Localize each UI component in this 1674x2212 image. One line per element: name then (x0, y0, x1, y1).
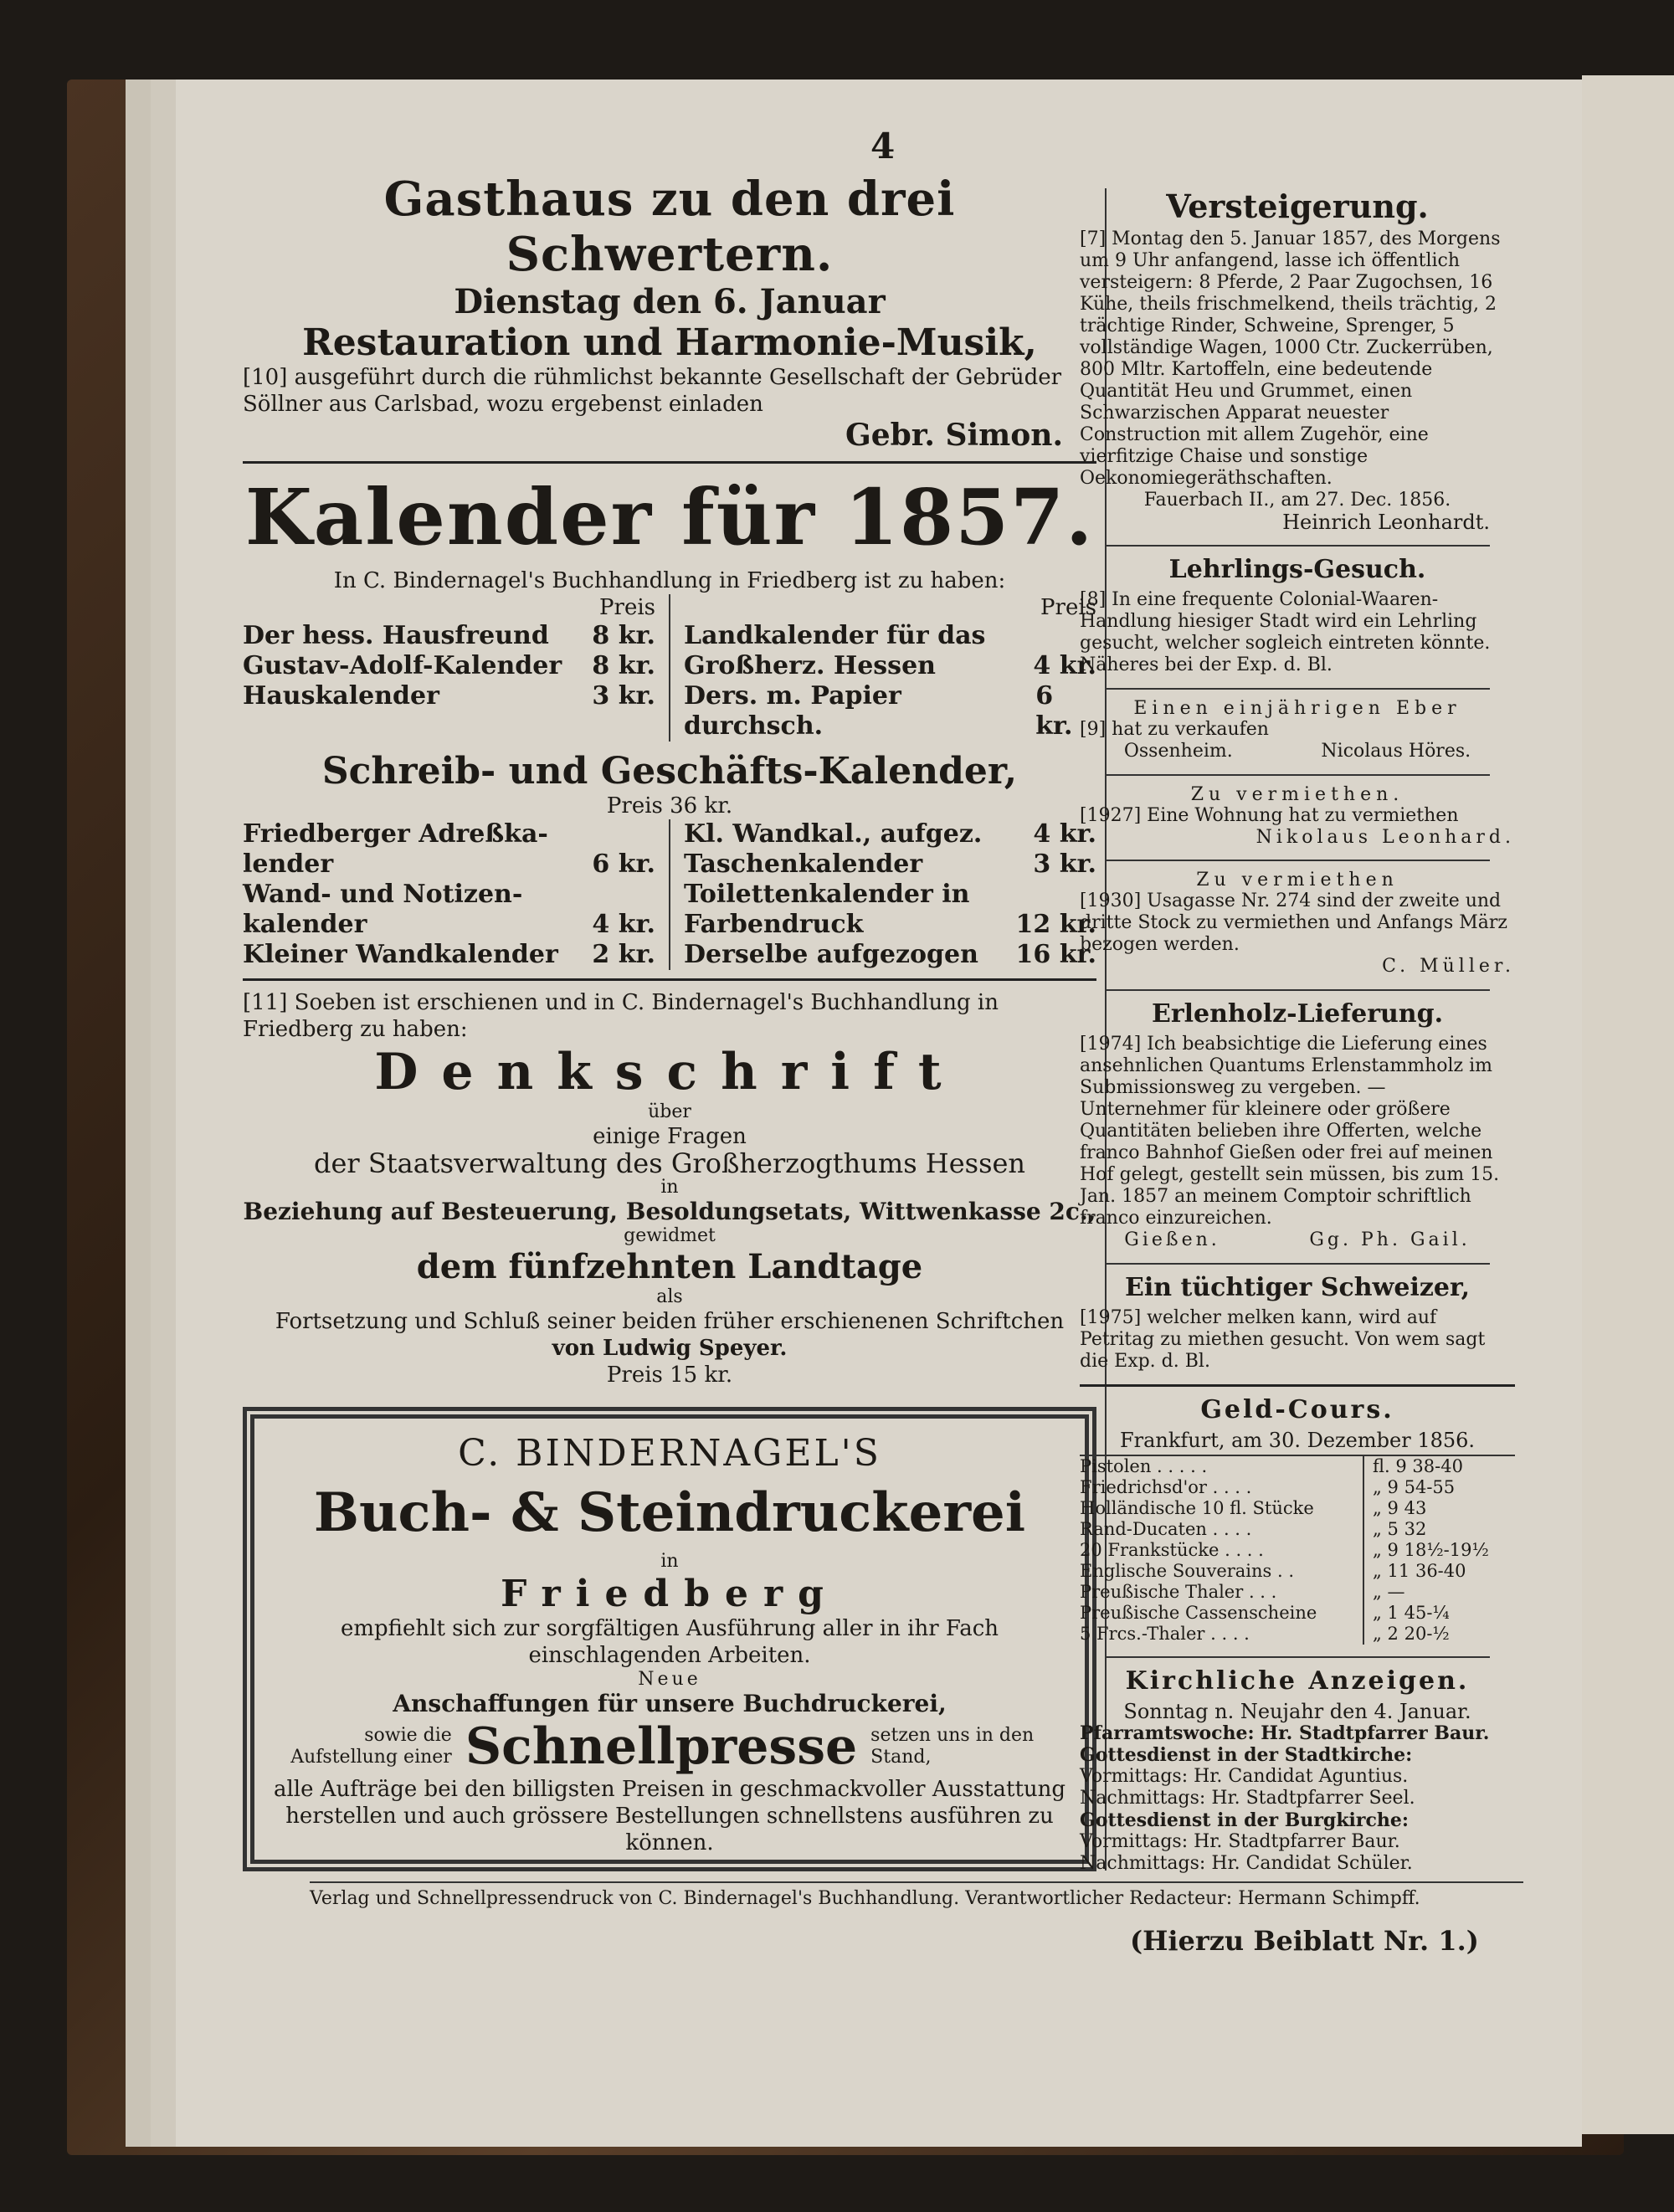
item-name: Hauskalender (243, 681, 439, 711)
currency-value: „ 1 45-¼ (1373, 1603, 1450, 1623)
item-price: 3 kr. (1033, 849, 1096, 879)
item-name: Gustav-Adolf-Kalender (243, 651, 562, 680)
gasthaus-text: [10] ausgeführt durch die rühmlichst bekannte Gesellschaft der Gebrüder Söllner aus Carlsbad, wozu ergebenst einladen (243, 365, 1062, 417)
eber-place: Ossenheim. (1123, 741, 1233, 762)
right-column (1080, 184, 1515, 1886)
divider (243, 461, 1096, 464)
currency-value: „ 9 54-55 (1373, 1477, 1456, 1497)
versteigerung-sig: Heinrich Leonhardt. (1282, 511, 1490, 534)
vermieten2-title: Zu vermiethen (1196, 870, 1399, 890)
denkschrift-line: in (660, 1177, 679, 1198)
left-column (243, 172, 1096, 1871)
currency-name: Preußische Thaler . . . (1080, 1582, 1277, 1602)
item-name: Farbendruck (684, 910, 864, 939)
denkschrift-intro: [11] Soeben ist erschienen und in C. Bindernagel's Buchhandlung in Friedberg zu haben: (243, 990, 999, 1042)
erlenholz-sig: Gg. Ph. Gail. (1309, 1229, 1471, 1250)
druckerei-line: Anschaffungen für unsere Buchdruckerei, (393, 1690, 947, 1717)
kirchlich (1080, 1666, 1515, 1875)
eber-title: Einen einjährigen Eber (1133, 698, 1461, 719)
currency-value: fl. 9 38-40 (1373, 1456, 1463, 1476)
erlenholz-place: Gießen. (1124, 1229, 1220, 1250)
item-name: Kleiner Wandkalender (243, 940, 558, 969)
eber-text: [9] hat zu verkaufen (1080, 719, 1269, 740)
preis-label: Preis (599, 595, 655, 620)
schweizer-ad (1080, 1273, 1515, 1373)
druckerei-city: Friedberg (501, 1573, 839, 1615)
item-price: 2 kr. (592, 940, 655, 969)
page-number: 4 (870, 126, 896, 167)
druckerei-ad (243, 1407, 1096, 1871)
erlenholz-title: Erlenholz-Lieferung. (1151, 999, 1444, 1029)
divider (1105, 774, 1490, 776)
lehrling-ad (1080, 555, 1515, 676)
denkschrift-line: dem fünfzehnten Landtage (416, 1247, 923, 1286)
kirchlich-sub: Sonntag n. Neujahr den 4. Januar. (1123, 1700, 1471, 1723)
item-name: Wand- und Notizen- (243, 880, 523, 909)
item-price: 8 kr. (592, 621, 655, 650)
denkschrift-line: Beziehung auf Besteuerung, Besoldungsetats, Wittwenkasse 2c., (243, 1198, 1096, 1225)
preis-label: Preis (1040, 595, 1096, 620)
kirchlich-line: Vormittags: Hr. Candidat Aguntius. (1080, 1766, 1409, 1787)
schreib-title: Schreib- und Geschäfts-Kalender, (321, 750, 1018, 793)
versteigerung-ad (1080, 187, 1515, 533)
imprint: Verlag und Schnellpressendruck von C. Bindernagel's Buchhandlung. Verantwortlicher Redacteur: Hermann Schimpff. (310, 1881, 1523, 1909)
gasthaus-title: Gasthaus zu den drei Schwertern. (383, 172, 956, 282)
kalender-list-1 (243, 594, 1096, 742)
divider (1105, 989, 1490, 991)
vermieten1-sig: Nikolaus Leonhard. (1256, 827, 1515, 848)
erlenholz-text: [1974] Ich beabsichtige die Lieferung eines ansehnlichen Quantums Erlenstammholz im Submissionsweg zu vergeben. — Unternehmer für kleinere oder größere Quantitäten belieben ihre Offerten, welche franco Bahnhof Gießen oder frei auf meinen Hof gelegt, gestellt sein müssen, bis zum 15. Jan. 1857 an meinem Comptoir schriftlich franco einzureichen. (1080, 1034, 1500, 1229)
versteigerung-text: [7] Montag den 5. Januar 1857, des Morgens um 9 Uhr anfangend, lasse ich öffentlich versteigern: 8 Pferde, 2 Paar Zugochsen, 16 Kühe, theils frischmelkend, theils trächtig, 2 trächtige Rinder, Schweine, Sprenger, 5 vollständige Wagen, 1000 Ctr. Zuckerrüben, 800 Mltr. Kartoffeln, eine bedeutende Quantität Heu und Grummet, einen Schwarzischen Apparat neuester Construction mit allem Zugehör, eine vierfitzige Chaise und sonstige Oekonomiegeräthschaften. (1080, 228, 1501, 489)
druckerei-in: in (660, 1551, 679, 1572)
schweizer-text: [1975] welcher melken kann, wird auf Petritag zu miethen gesucht. Von wem sagt die Exp. d. Bl. (1080, 1307, 1486, 1372)
item-price: 4 kr. (1033, 651, 1096, 680)
vermieten1-ad (1080, 784, 1515, 848)
currency-value: „ 2 20-½ (1373, 1624, 1450, 1644)
item-price: 6 kr. (1035, 681, 1073, 741)
schweizer-title: Ein tüchtiger Schweizer, (1124, 1273, 1471, 1302)
denkschrift-line: von Ludwig Speyer. (552, 1336, 788, 1361)
item-name: Landkalender für das (684, 621, 986, 650)
currency-name: Rand-Ducaten . . . . (1080, 1519, 1252, 1539)
vermieten2-ad (1080, 870, 1515, 978)
divider (1105, 860, 1490, 861)
currency-value: „ 11 36-40 (1373, 1561, 1466, 1581)
vermieten2-text: [1930] Usagasse Nr. 274 sind der zweite und dritte Stock zu vermiethen und Anfangs März bezogen werden. (1080, 890, 1507, 955)
gasthaus-ad (243, 172, 1096, 453)
kirchlich-line: Vormittags: Hr. Stadtpfarrer Baur. (1080, 1831, 1400, 1852)
vermieten2-sig: C. Müller. (1382, 956, 1515, 977)
schnellpresse-line (271, 1717, 1068, 1776)
geldcours-table (1080, 1456, 1515, 1645)
currency-name: Preußische Cassenscheine (1080, 1603, 1317, 1623)
divider (1105, 1263, 1490, 1265)
currency-value: „ 5 32 (1373, 1519, 1427, 1539)
denkschrift-line: einige Fragen (593, 1124, 747, 1149)
currency-name: 5 Frcs.-Thaler . . . . (1080, 1624, 1250, 1644)
druckerei-neue: Neue (638, 1669, 701, 1690)
item-name: Taschenkalender (684, 849, 923, 879)
kalender-title: Kalender für 1857. (244, 472, 1095, 562)
denkschrift-ad (243, 989, 1096, 1388)
currency-value: „ 9 43 (1373, 1498, 1427, 1518)
denkschrift-line: Fortsetzung und Schluß seiner beiden früher erschienenen Schriftchen (275, 1309, 1065, 1334)
item-price: 6 kr. (592, 849, 655, 879)
item-name: Ders. m. Papier durchsch. (684, 681, 901, 741)
eber-sig: Nicolaus Höres. (1321, 741, 1471, 762)
adjacent-page (1582, 75, 1674, 2134)
kirchlich-line: Nachmittags: Hr. Candidat Schüler. (1080, 1853, 1413, 1874)
denkschrift-line: der Staatsverwaltung des Großherzogthums Hessen (313, 1147, 1026, 1179)
denkschrift-title: Denkschrift (374, 1043, 965, 1101)
versteigerung-place: Fauerbach II., am 27. Dec. 1856. (1143, 490, 1451, 511)
kirchlich-line: Nachmittags: Hr. Stadtpfarrer Seel. (1080, 1788, 1415, 1809)
vermieten1-title: Zu vermiethen. (1190, 784, 1404, 805)
item-name: Derselbe aufgezogen (684, 940, 978, 969)
druckerei-title: Buch- & Steindruckerei (313, 1481, 1026, 1544)
lehrling-text: [8] In eine frequente Colonial-Waaren-Handlung hiesiger Stadt wird ein Lehrling gesucht, welcher sogleich eintreten könnte. Näheres bei der Exp. d. Bl. (1080, 589, 1491, 675)
kirchlich-title: Kirchliche Anzeigen. (1125, 1666, 1470, 1696)
geldcours-title: Geld-Cours. (1200, 1395, 1394, 1424)
item-name: Kl. Wandkal., aufgez. (684, 819, 983, 849)
item-name: Toilettenkalender in (684, 880, 970, 909)
schnellpresse: Schnellpresse (465, 1717, 858, 1776)
vermieten1-text: [1927] Eine Wohnung hat zu vermiethen (1080, 805, 1459, 826)
item-name: Großherz. Hessen (684, 651, 936, 680)
divider (243, 978, 1096, 981)
druckerei-line: alle Aufträge bei den billigsten Preisen in geschmackvoller Ausstattung herstellen und auch grössere Bestellungen schnellstens ausführen zu können. (273, 1777, 1066, 1855)
item-price: 3 kr. (592, 681, 655, 711)
denkschrift-line: über (648, 1101, 691, 1122)
eber-ad (1080, 698, 1515, 762)
item-name: Der hess. Hausfreund (243, 621, 549, 650)
item-price: 12 kr. (1015, 910, 1096, 939)
item-price: 16 kr. (1015, 940, 1096, 969)
druckerei-line: sowie die Aufstellung einer (290, 1725, 452, 1768)
kalender-list-2 (243, 819, 1096, 970)
kalender-intro: In C. Bindernagel's Buchhandlung in Friedberg ist zu haben: (333, 568, 1006, 593)
item-name: Friedberger Adreßka- (243, 819, 548, 849)
lehrling-title: Lehrlings-Gesuch. (1168, 555, 1426, 584)
gasthaus-date: Dienstag den 6. Januar (454, 282, 886, 321)
druckerei-line: setzen uns in den Stand, (870, 1725, 1035, 1768)
gasthaus-signature: Gebr. Simon. (845, 418, 1063, 453)
denkschrift-line: gewidmet (624, 1225, 716, 1246)
item-price: 8 kr. (592, 651, 655, 680)
item-price: 4 kr. (1033, 819, 1096, 849)
currency-value: „ — (1373, 1582, 1405, 1602)
versteigerung-title: Versteigerung. (1166, 187, 1429, 225)
currency-name: Englische Souverains . . (1080, 1561, 1295, 1581)
geldcours (1080, 1395, 1515, 1645)
kirchlich-line: Gottesdienst in der Burgkirche: (1080, 1809, 1410, 1831)
denkschrift-line: Preis 15 kr. (606, 1363, 733, 1388)
item-name: lender (243, 849, 334, 879)
currency-value: „ 9 18½-19½ (1373, 1540, 1489, 1560)
currency-name: Holländische 10 fl. Stücke (1080, 1498, 1314, 1518)
currency-name: 20 Frankstücke . . . . (1080, 1540, 1264, 1560)
erlenholz-ad (1080, 999, 1515, 1251)
geldcours-sub: Frankfurt, am 30. Dezember 1856. (1080, 1429, 1515, 1456)
druckerei-line: empfiehlt sich zur sorgfältigen Ausführung aller in ihr Fach einschlagenden Arbeiten. (340, 1616, 999, 1668)
kirchlich-line: Pfarramtswoche: Hr. Stadtpfarrer Baur. (1080, 1722, 1490, 1744)
kirchlich-line: Gottesdienst in der Stadtkirche: (1080, 1744, 1413, 1766)
item-price: 4 kr. (592, 910, 655, 939)
currency-name: Pistolen . . . . . (1080, 1456, 1208, 1476)
item-name: kalender (243, 910, 367, 939)
denkschrift-line: als (656, 1286, 683, 1307)
divider (1105, 1656, 1490, 1658)
schreib-price: Preis 36 kr. (606, 793, 733, 819)
kalender-ad (243, 472, 1096, 970)
druckerei-name: C. BINDERNAGEL'S (458, 1432, 881, 1475)
gasthaus-event: Restauration und Harmonie-Musik, (302, 321, 1037, 364)
divider (1105, 545, 1490, 547)
divider (1105, 688, 1490, 690)
currency-name: Friedrichsd'or . . . . (1080, 1477, 1252, 1497)
divider (1080, 1384, 1515, 1387)
beiblatt-note: (Hierzu Beiblatt Nr. 1.) (1130, 1925, 1479, 1957)
